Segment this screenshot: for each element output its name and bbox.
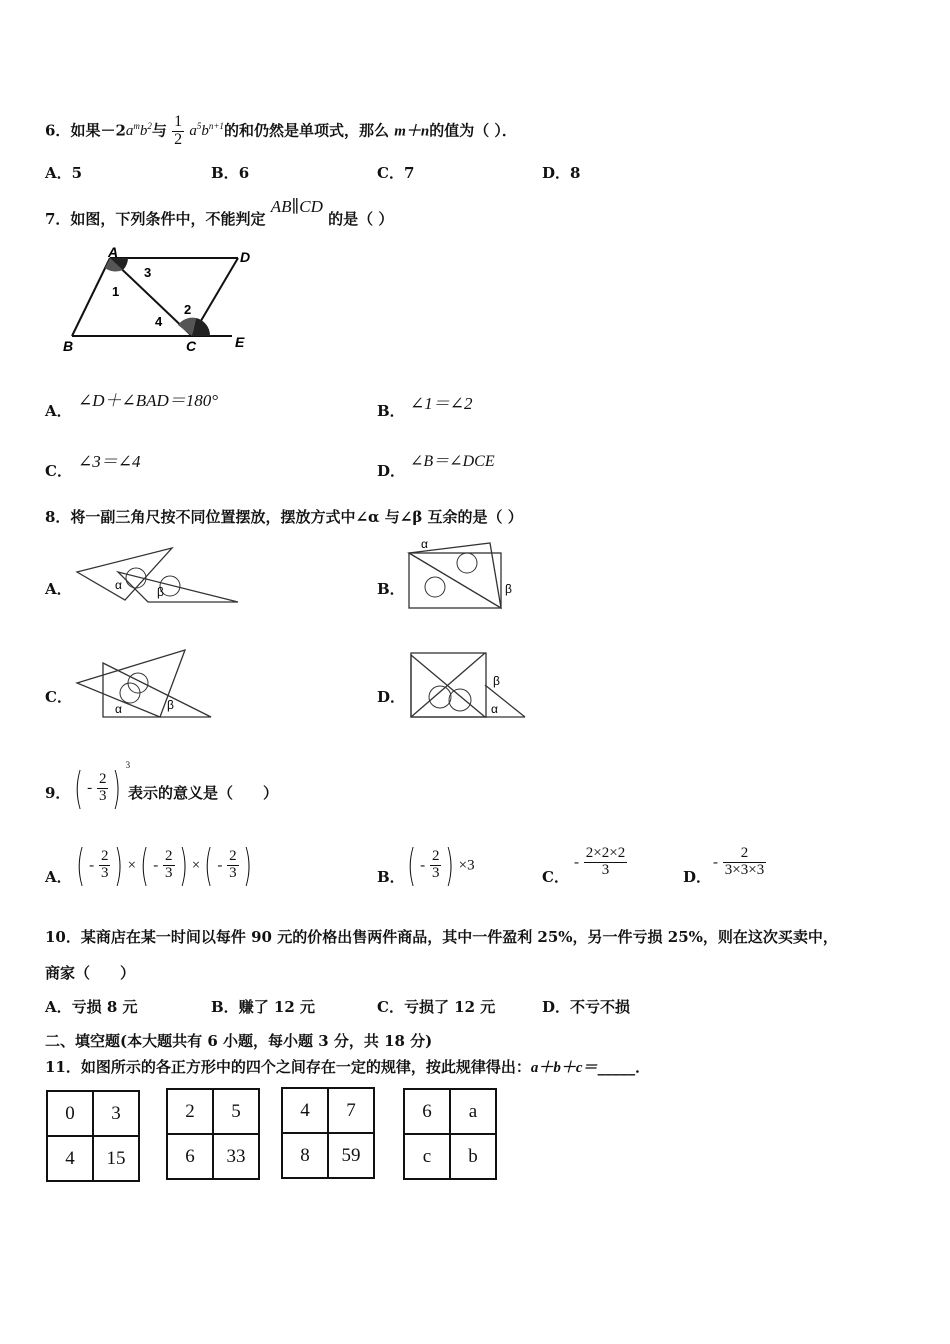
q7-option-c-text: ∠3＝∠4 [78,452,141,471]
q10-option-c: C．亏损了 12 元 [377,998,496,1016]
cell: b [450,1134,496,1179]
q8-stem: 8．将一副三角尺按不同位置摆放，摆放方式中∠α 与∠β 互余的是（ ） [45,508,523,526]
q8-figure-d [405,645,530,720]
q7-option-d-letter: D． [377,462,406,480]
q11-square-4 [403,1088,497,1180]
alpha-label: α [421,537,428,551]
q9-option-b-expr: ( - $\frac{2}{3}$ ) ×3 [407,840,475,891]
q7-option-c-letter: C． [45,462,72,480]
q11-square-1 [46,1090,140,1182]
cell: 3 [93,1091,139,1136]
label-a: A [108,245,119,260]
q9-num: 9． [45,784,71,802]
cell: 7 [328,1088,374,1133]
q10-option-b: B．赚了 12 元 [211,998,316,1016]
q7-option-d-text: ∠B＝∠DCE [410,453,495,470]
q6-option-c: C．7 [377,164,415,182]
q7-option-b-text: ∠1＝∠2 [410,394,473,413]
q9-expression: ( - $\frac{2}{3}$ ) $^3$ [74,760,131,814]
q6-option-b: B．6 [211,164,250,182]
label-e: E [235,334,245,350]
cell: 4 [47,1136,93,1181]
beta-label: β [157,585,164,599]
label-c: C [186,338,197,354]
q11-square-3 [281,1087,375,1179]
cell: 6 [167,1134,213,1179]
angle-3-label: 3 [144,265,152,280]
q9-stem: 表示的意义是（ ） [128,784,279,802]
q9-option-d-expr: - $\frac{2}{3\times 3\times 3}$ [713,845,765,878]
q8-figure-a [75,540,250,610]
cell: 4 [282,1088,328,1133]
alpha-label: α [491,702,498,716]
q10-option-a: A．亏损 8 元 [45,998,138,1016]
beta-label: β [167,698,174,712]
q6-option-a: A．5 [45,164,83,182]
q7-stem: 7．如图，下列条件中，不能判定 AB∥CD 的是（ ） [45,197,394,228]
q10-option-d: D．不亏不损 [542,998,631,1016]
angle-2-label: 2 [184,302,192,317]
cell: 8 [282,1133,328,1178]
q7-option-a-text: ∠D＋∠BAD＝180° [78,391,219,410]
beta-label: β [493,674,500,688]
alpha-label: α [115,702,122,716]
q8-option-b: B． [377,580,405,598]
cell: 6 [404,1089,450,1134]
q9-option-a-letter: A． [45,868,72,886]
cell: 15 [93,1136,139,1181]
q9-option-b-letter: B． [377,868,405,886]
label-b: B [63,338,74,354]
angle-1-label: 1 [112,284,120,299]
q10-stem-line1: 10．某商店在某一时间以每件 90 元的价格出售两件商品，其中一件盈利 25%，另一件亏损 25%，则在这次买卖中， [45,928,838,946]
q8-option-a: A． [45,580,72,598]
section-2-title: 二、填空题(本大题共有 6 小题，每小题 3 分，共 18 分) [45,1032,433,1050]
q9-option-c-letter: C． [542,868,569,886]
q7-parallelogram-figure [60,245,260,357]
q7-option-b-letter: B． [377,402,405,420]
cell: 33 [213,1134,259,1179]
label-d: D [240,249,251,265]
cell: 2 [167,1089,213,1134]
q6-option-d: D．8 [542,164,581,182]
q8-option-c: C． [45,688,72,706]
q6-stem: 6．如果$-2a^mb^2$与 $\frac{1}{2}$ $a^5b^{n+1}$的和仍然是单项式，那么 m＋n的值为（ ）． [45,113,517,148]
q7-option-a-letter: A． [45,402,72,420]
q9-option-c-expr: - $\frac{2\times 2\times 2}{3}$ [574,845,626,878]
q11-square-2 [166,1088,260,1180]
q9-option-a-expr: ( - $\frac{2}{3}$ ) ×( - $\frac{2}{3}$ ) ×( - $\frac{2}{3}$ ) [76,840,252,891]
q8-figure-c [75,645,215,720]
cell: 5 [213,1089,259,1134]
q9-option-d-letter: D． [683,868,712,886]
cell: 0 [47,1091,93,1136]
q8-figure-b [405,535,530,613]
beta-label: β [505,582,512,596]
q10-stem-line2: 商家（ ） [45,964,136,982]
angle-4-label: 4 [155,314,163,329]
cell: a [450,1089,496,1134]
q8-option-d: D． [377,688,406,706]
alpha-label: α [115,578,122,592]
cell: c [404,1134,450,1179]
q11-stem: 11．如图所示的各正方形中的四个之间存在一定的规律，按此规律得出：a＋b＋c＝_____． [45,1058,651,1076]
cell: 59 [328,1133,374,1178]
